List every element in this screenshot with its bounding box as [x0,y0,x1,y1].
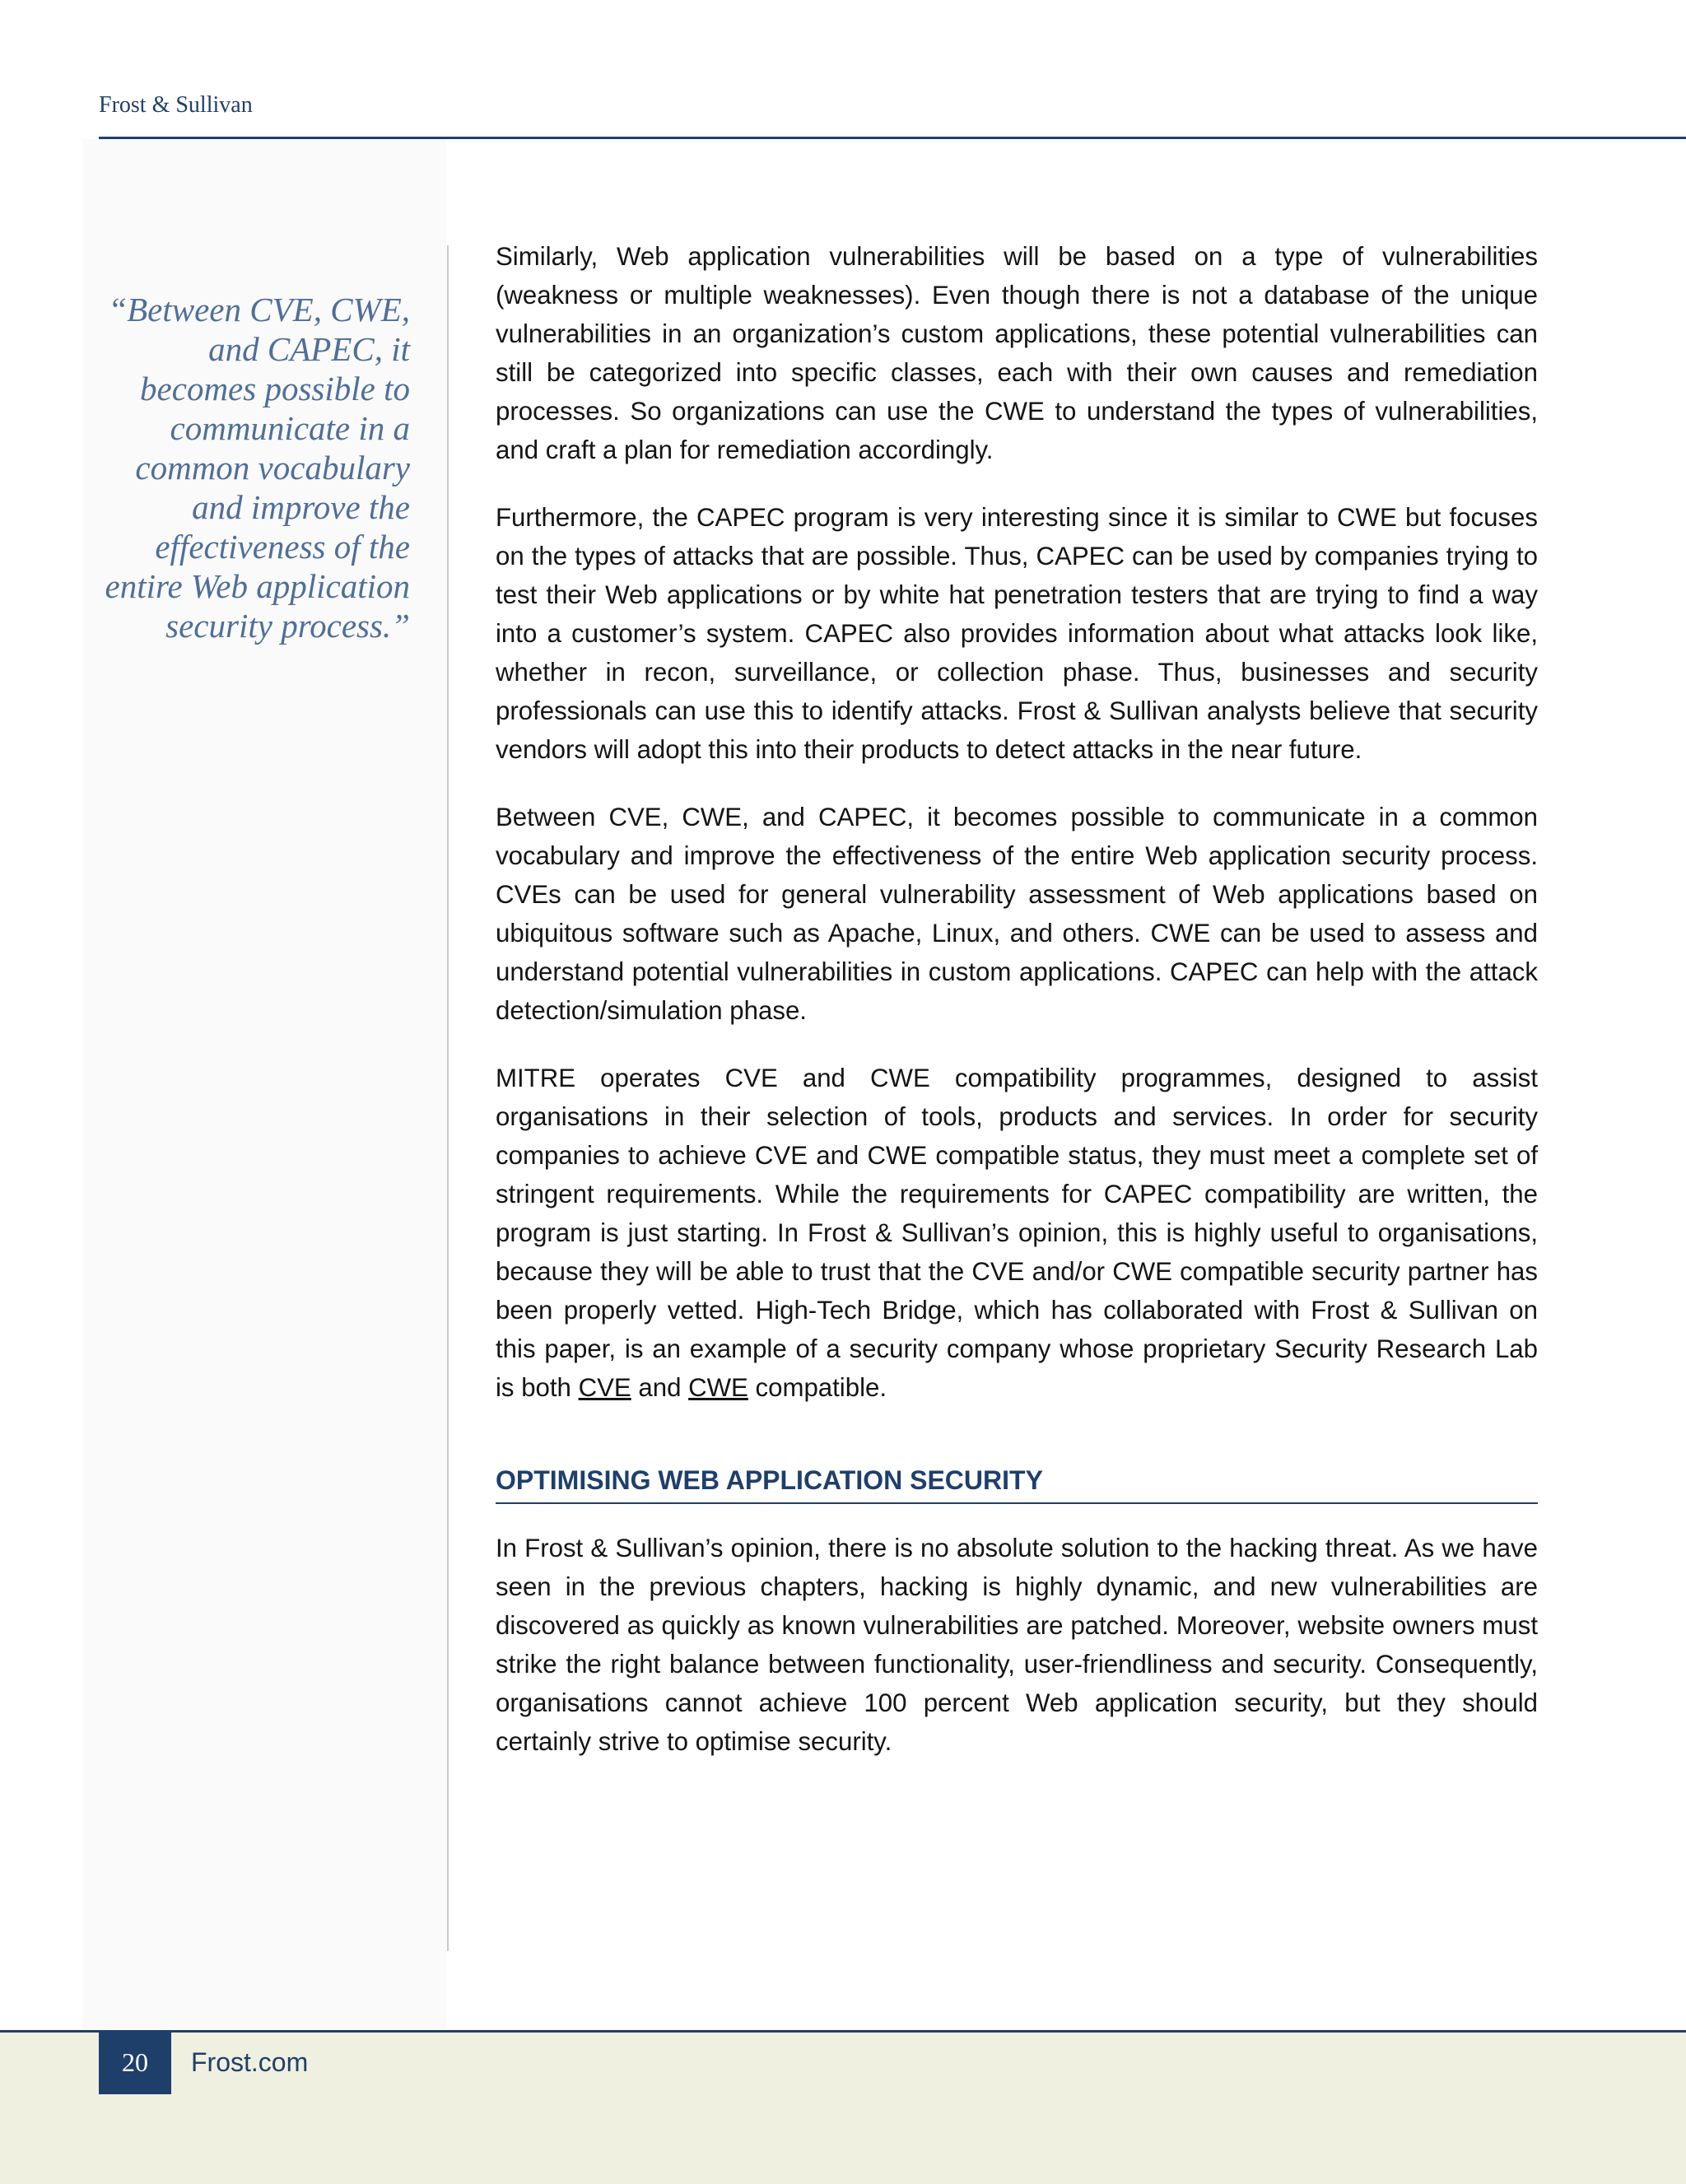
and-text: and [638,1373,682,1402]
cwe-link[interactable]: CWE [688,1373,748,1402]
header-brand: Frost & Sullivan [99,92,253,118]
compatibility-text: MITRE operates CVE and CWE compatibility programmes, designed to assist organisations in their selection of tools, products and services. In order for security companies to achieve CVE and CWE compatible status, they must meet a complete set of stringent requirements. While the requirements for CAPEC compatibility are written, the program is just starting. In Frost & Sullivan’s opinion, this is highly useful to organisations, because they will be able to trust that the CVE and/or CWE compatible security partner has been properly vetted. High-Tech Bridge, which has collaborated with Frost & Sullivan on this paper, is an example of a security company whose proprietary Security Research Lab is both [496,1064,1538,1402]
pull-quote: “Between CVE, CWE, and CAPEC, it becomes possible to communicate in a common vocabulary and improve the effectiveness of the entire Web application security process.” [105,291,410,645]
paragraph-common-vocabulary: Between CVE, CWE, and CAPEC, it becomes possible to communicate in a common vocabulary and improve the effectiveness of the entire Web application security process. CVEs can be used for general vulnerability assessment of Web applications based on ubiquitous software such as Apache, Linux, and others. CWE can be used to assess and understand potential vulnerabilities in custom applications. CAPEC can help with the attack detection/simulation phase. [496,803,1538,1025]
paragraph-compatibility [496,1059,1538,1407]
paragraph-optimising: In Frost & Sullivan’s opinion, there is no absolute solution to the hacking threat. As we have seen in the previous chapters, hacking is highly dynamic, and new vulnerabilities are discovered as quickly as known vulnerabilities are patched. Moreover, website owners must strike the right balance between functionality, user-friendliness and security. Consequently, organisations cannot achieve 100 percent Web application security, but they should certainly strive to optimise security. [496,1534,1538,1756]
paragraph-capec: Furthermore, the CAPEC program is very interesting since it is similar to CWE but focuses on the types of attacks that are possible. Thus, CAPEC can be used by companies trying to test their Web applications or by white hat penetration testers that are trying to find a way into a customer’s system. CAPEC also provides information about what attacks look like, whether in recon, surveillance, or collection phase. Thus, businesses and security professionals can use this to identify attacks. Frost & Sullivan analysts believe that security vendors will adopt this into their products to detect attacks in the near future. [496,503,1538,764]
paragraph-cwe: Similarly, Web application vulnerabilities will be based on a type of vulnerabilities (weakness or multiple weaknesses). Even though there is not a database of the unique vulnerabilities in an organization’s custom applications, these potential vulnerabilities can still be categorized into specific classes, each with their own causes and remediation processes. So organizations can use the CWE to understand the types of vulnerabilities, and craft a plan for remediation accordingly. [496,242,1538,464]
section-heading: OPTIMISING WEB APPLICATION SECURITY [496,1463,1538,1504]
sidebar-divider [447,245,449,1951]
main-content [496,237,1538,1790]
footer-site-link[interactable]: Frost.com [191,2047,309,2077]
compatible-text: compatible. [755,1373,887,1402]
page-number: 20 [99,2031,171,2094]
cve-link[interactable]: CVE [578,1373,631,1402]
